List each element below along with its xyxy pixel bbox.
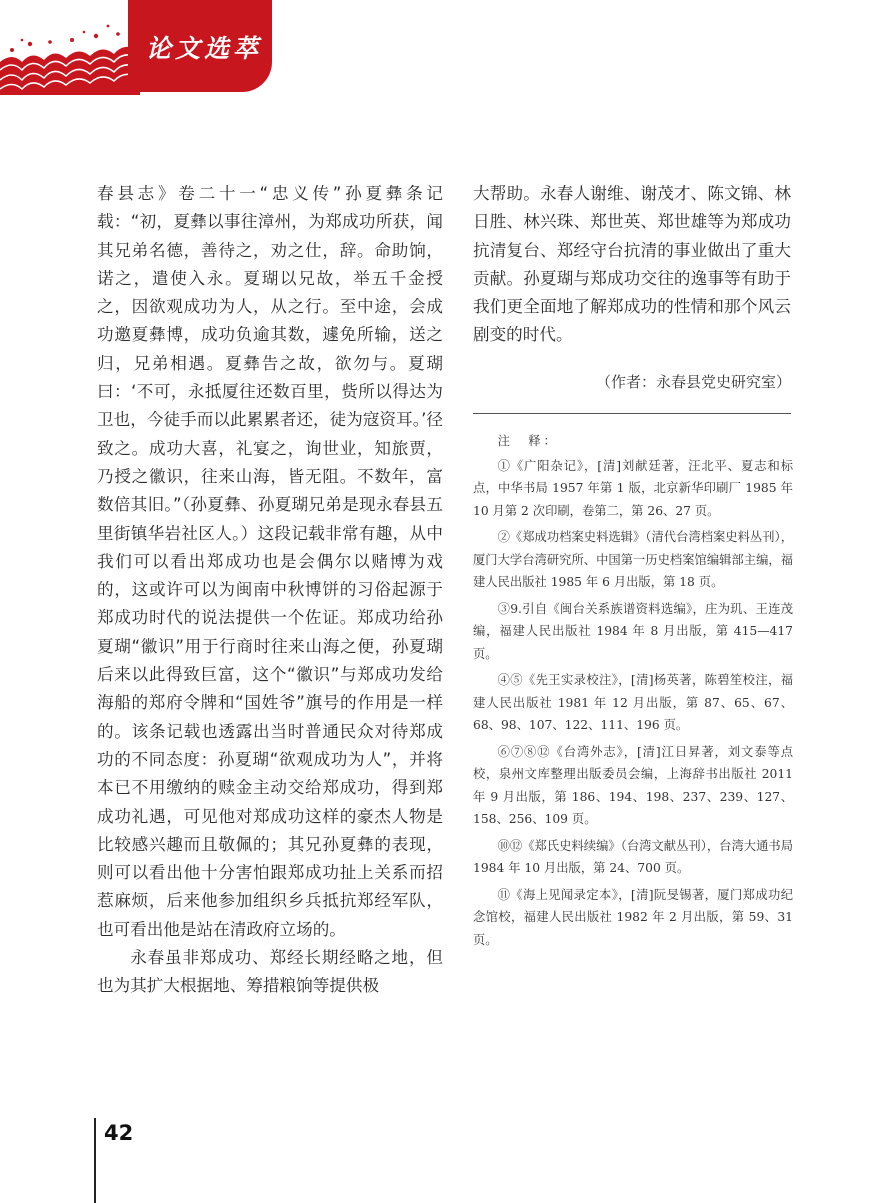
footnote-item: ⑩⑫《郑氏史料续编》（台湾文献丛刊），台湾大通书局 1984 年 10 月出版，第 24、700 页。 (473, 838, 793, 875)
notes-heading: 注 释： (497, 434, 559, 448)
folio-rule (94, 1118, 96, 1203)
body-paragraph: 春县志》卷二十一“忠义传”孙夏彝条记载：“初，夏彝以事往漳州，为郑成功所获，闻其兄弟名德，善待之，劝之仕，辞。命助饷，诺之，遣使入永。夏瑚以兄故，举五千金授之，因欲观成功为人，从之行。至中途，会成功邀夏彝博，成功负逾其数，遽免所输，送之归，兄弟相遇。夏彝告之故，欲勿与。夏瑚曰：‘不可，永抵厦往还数百里，赀所以得达为卫也，今徒手而以此累累者还，徒为寇资耳。’径致之。成功大喜，礼宴之，询世业，知旅贾，乃授之徽识，往来山海，皆无阻。不数年，富数倍其旧。”（孙夏彝、孙夏瑚兄弟是现永春县五里街镇华岩社区人。）这段记载非常有趣，从中我们可以看出郑成功也是会偶尔以赌博为戏的，这或许可以为闽南中秋博饼的习俗起源于郑成功时代的说法提供一个佐证。郑成功给孙夏瑚“徽识”用于行商时往来山海之便，孙夏瑚后来以此得致巨富，这个“徽识”与郑成功发给海船的郑府令牌和“国姓爷”旗号的作用是一样的。该条记载也透露出当时普通民众对待郑成功的不同态度：孙夏瑚“欲观成功为人”，并将本已不用缴纳的赎金主动交给郑成功，得到郑成功礼遇，可见他对郑成功这样的豪杰人物是比较感兴趣而且敬佩的；其兄孙夏彝的表现，则可以看出他十分害怕跟郑成功扯上关系而招惹麻烦，后来他参加组织乡兵抵抗郑经军队，也可看出他是站在清政府立场的。 (97, 184, 443, 939)
author-credit: （作者：永春县党史研究室） (595, 373, 791, 391)
body-column-left (97, 180, 443, 1001)
body-paragraph: 永春虽非郑成功、郑经长期经略之地，但也为其扩大根据地、筹措粮饷等提供极 (97, 948, 443, 996)
footnote-item: ④⑤《先王实录校注》，[清]杨英著，陈碧笙校注，福建人民出版社 1981 年 12 月出版，第 87、65、67、68、98、107、122、111、196 页。 (473, 673, 793, 732)
footnote-item: ②《郑成功档案史料选辑》（清代台湾档案史料丛刊），厦门大学台湾研究所、中国第一历史档案馆编辑部主编，福建人民出版社 1985 年 6 月出版，第 18 页。 (473, 530, 793, 589)
section-title: 论文选萃 (146, 34, 263, 63)
page-number: 42 (104, 1121, 134, 1145)
footnote-item: ⑪《海上见闻录定本》，[清]阮旻锡著，厦门郑成功纪念馆校，福建人民出版社 1982 年 2 月出版，第 59、31 页。 (473, 887, 793, 947)
footnote-item: ①《广阳杂记》，[清]刘献廷著，汪北平、夏志和标点，中华书局 1957 年第 1 版，北京新华印刷厂 1985 年 10 月第 2 次印刷，卷第二，第 26、27 页。 (473, 458, 793, 518)
wave-decoration-icon (0, 0, 140, 95)
body-paragraph: 大帮助。永春人谢维、谢茂才、陈文锦、林日胜、林兴珠、郑世英、郑世雄等为郑成功抗清复台、郑经守台抗清的事业做出了重大贡献。孙夏瑚与郑成功交往的逸事等有助于我们更全面地了解郑成功的性情和那个风云剧变的时代。 (473, 184, 791, 345)
notes-divider (473, 413, 791, 414)
footnote-item: ③9.引自《闽台关系族谱资料选编》，庄为玑、王连茂编，福建人民出版社 1984 年 8 月出版，第 415—417 页。 (473, 601, 793, 661)
body-column-right (473, 180, 791, 350)
footnote-item: ⑥⑦⑧⑫《台湾外志》，[清]江日昇著，刘文泰等点校，泉州文库整理出版委员会编，上海辞书出版社 2011 年 9 月出版，第 186、194、198、237、239、127、158、256、109 页。 (473, 744, 793, 826)
footnotes (473, 430, 793, 955)
